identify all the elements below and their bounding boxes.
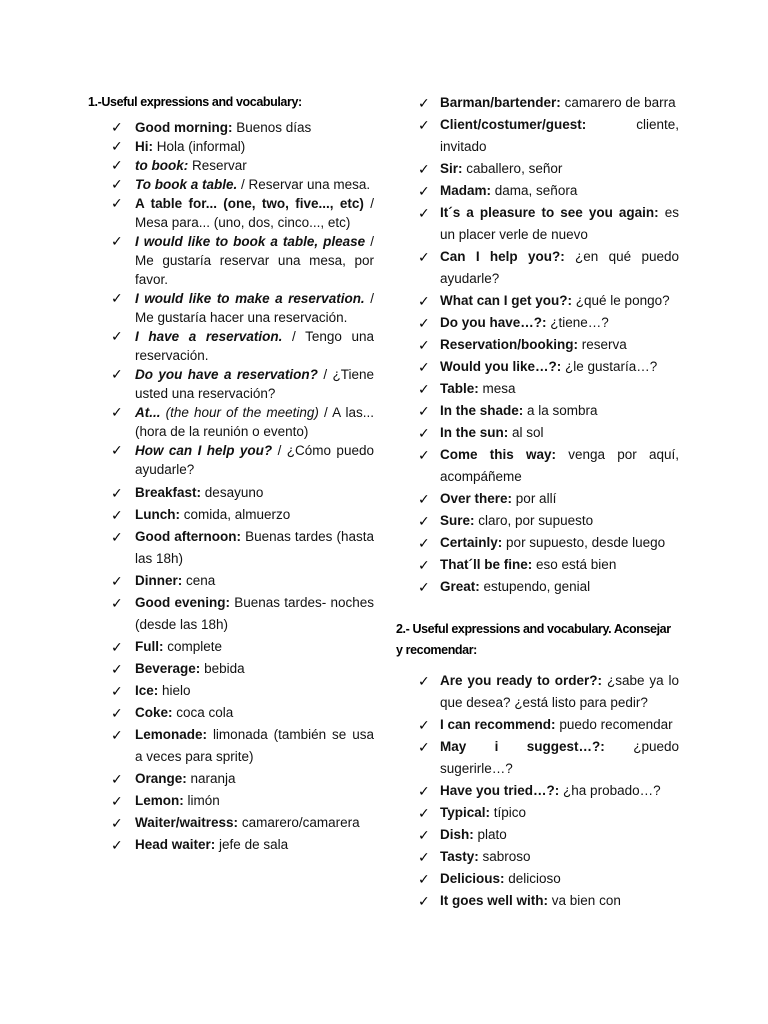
item-term: Head waiter:	[135, 837, 216, 852]
item-meaning: hielo	[162, 683, 191, 698]
list-item	[111, 526, 374, 570]
list-item	[111, 327, 374, 365]
section-1-list	[111, 118, 375, 856]
item-term: Beverage:	[135, 661, 201, 676]
checkmark-icon: ✓	[418, 849, 430, 865]
item-meaning: desayuno	[204, 485, 264, 500]
checkmark-icon: ✓	[111, 815, 123, 831]
item-term: Good morning:	[135, 120, 233, 135]
right-column	[396, 92, 679, 912]
item-meaning: ¿sabe ya lo que desea? ¿está listo para pedir?	[440, 673, 679, 710]
list-item	[111, 482, 374, 504]
item-extra: (the hour of the meeting)	[165, 405, 319, 420]
item-term: At...	[135, 405, 161, 420]
checkmark-icon: ✓	[418, 359, 430, 375]
section-2-title: 2.- Useful expressions and vocabulary. Aconsejar y recomendar:	[396, 622, 671, 657]
item-term: Dish:	[440, 827, 474, 842]
item-meaning: camarero/camarera	[241, 815, 360, 830]
item-term: Do you have a reservation?	[135, 367, 318, 382]
item-meaning: al sol	[512, 425, 544, 440]
item-meaning: Buenas tardes- noches (desde las 18h)	[135, 595, 375, 632]
item-term: Barman/bartender:	[440, 95, 561, 110]
item-term: Are you ready to order?:	[440, 673, 603, 688]
item-meaning: / Reservar una mesa.	[241, 177, 371, 192]
checkmark-icon: ✓	[111, 290, 123, 306]
item-meaning: venga por aquí, acompáñeme	[440, 447, 679, 484]
checkmark-icon: ✓	[111, 157, 123, 173]
list-item	[418, 180, 679, 202]
list-item	[418, 576, 679, 598]
item-term: Hi:	[135, 139, 153, 154]
item-meaning: a la sombra	[527, 403, 598, 418]
list-item	[418, 736, 679, 780]
list-item	[418, 868, 679, 890]
list-item	[418, 532, 679, 554]
item-meaning: va bien con	[551, 893, 621, 908]
item-meaning: / Mesa para... (uno, dos, cinco..., etc)	[135, 196, 374, 230]
checkmark-icon: ✓	[111, 705, 123, 721]
checkmark-icon: ✓	[418, 95, 430, 111]
list-item	[418, 422, 679, 444]
checkmark-icon: ✓	[418, 513, 430, 529]
list-item	[418, 356, 679, 378]
item-term: That´ll be fine:	[440, 557, 533, 572]
checkmark-icon: ✓	[111, 727, 123, 743]
checkmark-icon: ✓	[111, 573, 123, 589]
list-item	[111, 592, 375, 636]
list-item	[111, 289, 374, 327]
section-2-list	[418, 670, 679, 912]
checkmark-icon: ✓	[418, 871, 430, 887]
item-meaning: puedo recomendar	[559, 717, 673, 732]
item-term: To book a table.	[135, 177, 238, 192]
item-term: A table for... (one, two, five..., etc)	[135, 196, 364, 211]
item-meaning: eso está bien	[536, 557, 617, 572]
item-meaning: coca cola	[176, 705, 234, 720]
checkmark-icon: ✓	[111, 661, 123, 677]
item-meaning: limonada (también se usa a veces para sprite)	[135, 727, 374, 764]
list-item	[111, 812, 374, 834]
item-term: It´s a pleasure to see you again:	[440, 205, 659, 220]
checkmark-icon: ✓	[111, 529, 123, 545]
item-meaning: plato	[477, 827, 507, 842]
list-item	[111, 156, 374, 175]
item-meaning: / Tengo una reservación.	[135, 329, 374, 363]
item-term: Lemon:	[135, 793, 184, 808]
checkmark-icon: ✓	[111, 119, 123, 135]
list-item	[111, 658, 374, 680]
item-meaning: ¿tiene…?	[550, 315, 609, 330]
checkmark-icon: ✓	[111, 485, 123, 501]
list-item	[418, 290, 679, 312]
item-term: to book:	[135, 158, 189, 173]
item-meaning: dama, señora	[494, 183, 578, 198]
item-meaning: sabroso	[482, 849, 531, 864]
checkmark-icon: ✓	[111, 442, 123, 458]
item-term: Lemonade:	[135, 727, 208, 742]
item-meaning: típico	[493, 805, 527, 820]
item-term: Ice:	[135, 683, 159, 698]
list-item	[418, 92, 679, 114]
list-item	[418, 114, 679, 158]
list-item	[418, 670, 679, 714]
checkmark-icon: ✓	[111, 507, 123, 523]
item-meaning: / A las... (hora de la reunión o evento)	[135, 405, 374, 439]
item-meaning: cliente, invitado	[440, 117, 679, 154]
checkmark-icon: ✓	[111, 366, 123, 382]
checkmark-icon: ✓	[418, 447, 430, 463]
checkmark-icon: ✓	[111, 328, 123, 344]
item-meaning: reserva	[581, 337, 627, 352]
list-item	[111, 680, 374, 702]
list-item	[111, 441, 374, 479]
checkmark-icon: ✓	[418, 579, 430, 595]
item-meaning: bebida	[204, 661, 245, 676]
item-term: Good afternoon:	[135, 529, 242, 544]
checkmark-icon: ✓	[418, 315, 430, 331]
checkmark-icon: ✓	[111, 176, 123, 192]
item-term: I can recommend:	[440, 717, 556, 732]
checkmark-icon: ✓	[111, 233, 123, 249]
list-item	[418, 510, 679, 532]
item-term: Delicious:	[440, 871, 505, 886]
item-meaning: ¿puedo sugerirle…?	[440, 739, 679, 776]
list-item	[418, 554, 679, 576]
item-meaning: Buenas tardes (hasta las 18h)	[135, 529, 374, 566]
checkmark-icon: ✓	[418, 293, 430, 309]
item-term: Come this way:	[440, 447, 556, 462]
checkmark-icon: ✓	[111, 595, 123, 611]
item-term: Breakfast:	[135, 485, 202, 500]
item-term: Do you have…?:	[440, 315, 547, 330]
list-item	[418, 846, 679, 868]
list-item	[111, 403, 374, 441]
list-item	[418, 780, 679, 802]
list-item	[111, 194, 374, 232]
item-meaning: / ¿Cómo puedo ayudarle?	[135, 443, 374, 477]
checkmark-icon: ✓	[111, 683, 123, 699]
item-term: I would like to make a reservation.	[135, 291, 365, 306]
list-item	[418, 378, 679, 400]
list-item	[418, 890, 679, 912]
section-1-continued-list	[418, 92, 679, 598]
item-term: Table:	[440, 381, 479, 396]
item-meaning: camarero de barra	[564, 95, 676, 110]
list-item	[418, 824, 679, 846]
left-column	[88, 92, 374, 856]
item-meaning: Hola (informal)	[156, 139, 246, 154]
list-item	[418, 246, 679, 290]
item-meaning: Reservar	[192, 158, 247, 173]
item-term: In the sun:	[440, 425, 509, 440]
item-term: Full:	[135, 639, 164, 654]
item-meaning: delicioso	[508, 871, 561, 886]
checkmark-icon: ✓	[418, 403, 430, 419]
list-item	[111, 702, 374, 724]
item-term: Orange:	[135, 771, 187, 786]
list-item	[111, 504, 374, 526]
checkmark-icon: ✓	[418, 425, 430, 441]
list-item	[418, 158, 679, 180]
checkmark-icon: ✓	[418, 183, 430, 199]
checkmark-icon: ✓	[418, 337, 430, 353]
item-meaning: Buenos días	[236, 120, 312, 135]
item-meaning: / ¿Tiene usted una reservación?	[135, 367, 374, 401]
list-item	[418, 802, 679, 824]
item-term: Certainly:	[440, 535, 503, 550]
item-term: Tasty:	[440, 849, 479, 864]
item-meaning: ¿en qué puedo ayudarle?	[440, 249, 679, 286]
checkmark-icon: ✓	[418, 557, 430, 573]
item-meaning: caballero, señor	[466, 161, 563, 176]
item-term: Waiter/waitress:	[135, 815, 239, 830]
item-term: Sure:	[440, 513, 475, 528]
item-meaning: / Me gustaría hacer una reservación.	[135, 291, 374, 325]
list-item	[111, 365, 374, 403]
list-item	[111, 768, 374, 790]
item-term: I would like to book a table, please	[135, 234, 366, 249]
checkmark-icon: ✓	[418, 805, 430, 821]
item-term: Coke:	[135, 705, 173, 720]
item-meaning: por allí	[515, 491, 557, 506]
item-meaning: ¿le gustaría…?	[565, 359, 658, 374]
checkmark-icon: ✓	[111, 837, 123, 853]
item-meaning: estupendo, genial	[483, 579, 591, 594]
item-term: What can I get you?:	[440, 293, 573, 308]
item-term: Dinner:	[135, 573, 183, 588]
item-meaning: claro, por supuesto	[478, 513, 594, 528]
checkmark-icon: ✓	[418, 717, 430, 733]
list-item	[111, 570, 374, 592]
list-item	[418, 714, 679, 736]
item-term: Have you tried…?:	[440, 783, 560, 798]
item-term: Lunch:	[135, 507, 180, 522]
list-item	[111, 175, 374, 194]
item-term: Madam:	[440, 183, 492, 198]
checkmark-icon: ✓	[418, 673, 430, 689]
item-meaning: ¿qué le pongo?	[575, 293, 670, 308]
item-meaning: comida, almuerzo	[183, 507, 291, 522]
item-meaning: naranja	[190, 771, 236, 786]
item-meaning: complete	[167, 639, 223, 654]
item-term: Reservation/booking:	[440, 337, 579, 352]
item-term: Can I help you?:	[440, 249, 565, 264]
list-item	[111, 137, 374, 156]
checkmark-icon: ✓	[111, 404, 123, 420]
item-meaning: por supuesto, desde luego	[506, 535, 666, 550]
checkmark-icon: ✓	[418, 783, 430, 799]
checkmark-icon: ✓	[418, 249, 430, 265]
item-term: How can I help you?	[135, 443, 273, 458]
list-item	[418, 202, 679, 246]
checkmark-icon: ✓	[111, 639, 123, 655]
item-term: I have a reservation.	[135, 329, 283, 344]
item-term: In the shade:	[440, 403, 524, 418]
checkmark-icon: ✓	[418, 739, 430, 755]
list-item	[418, 312, 679, 334]
checkmark-icon: ✓	[418, 381, 430, 397]
checkmark-icon: ✓	[111, 771, 123, 787]
checkmark-icon: ✓	[111, 138, 123, 154]
item-term: Over there:	[440, 491, 513, 506]
item-term: Client/costumer/guest:	[440, 117, 587, 132]
list-item	[111, 232, 374, 289]
list-item	[418, 444, 679, 488]
checkmark-icon: ✓	[111, 793, 123, 809]
item-meaning: cena	[186, 573, 216, 588]
section-1-title: 1.-Useful expressions and vocabulary:	[88, 95, 302, 109]
list-item	[111, 724, 374, 768]
list-item	[111, 834, 374, 856]
item-term: Sir:	[440, 161, 463, 176]
checkmark-icon: ✓	[418, 161, 430, 177]
checkmark-icon: ✓	[111, 195, 123, 211]
checkmark-icon: ✓	[418, 827, 430, 843]
item-term: Great:	[440, 579, 480, 594]
item-term: Typical:	[440, 805, 491, 820]
item-meaning: ¿ha probado…?	[563, 783, 661, 798]
list-item	[418, 400, 679, 422]
item-term: May i suggest…?:	[440, 739, 605, 754]
list-item	[418, 488, 679, 510]
item-meaning: / Me gustaría reservar una mesa, por favor.	[135, 234, 374, 287]
list-item	[111, 636, 374, 658]
item-term: It goes well with:	[440, 893, 549, 908]
item-meaning: es un placer verle de nuevo	[440, 205, 679, 242]
checkmark-icon: ✓	[418, 491, 430, 507]
checkmark-icon: ✓	[418, 117, 430, 133]
item-meaning: limón	[187, 793, 220, 808]
item-term: Good evening:	[135, 595, 230, 610]
checkmark-icon: ✓	[418, 535, 430, 551]
item-meaning: jefe de sala	[219, 837, 289, 852]
list-item	[418, 334, 679, 356]
list-item	[111, 790, 374, 812]
item-term: Would you like…?:	[440, 359, 562, 374]
list-item	[111, 118, 374, 137]
checkmark-icon: ✓	[418, 205, 430, 221]
item-meaning: mesa	[482, 381, 516, 396]
checkmark-icon: ✓	[418, 893, 430, 909]
